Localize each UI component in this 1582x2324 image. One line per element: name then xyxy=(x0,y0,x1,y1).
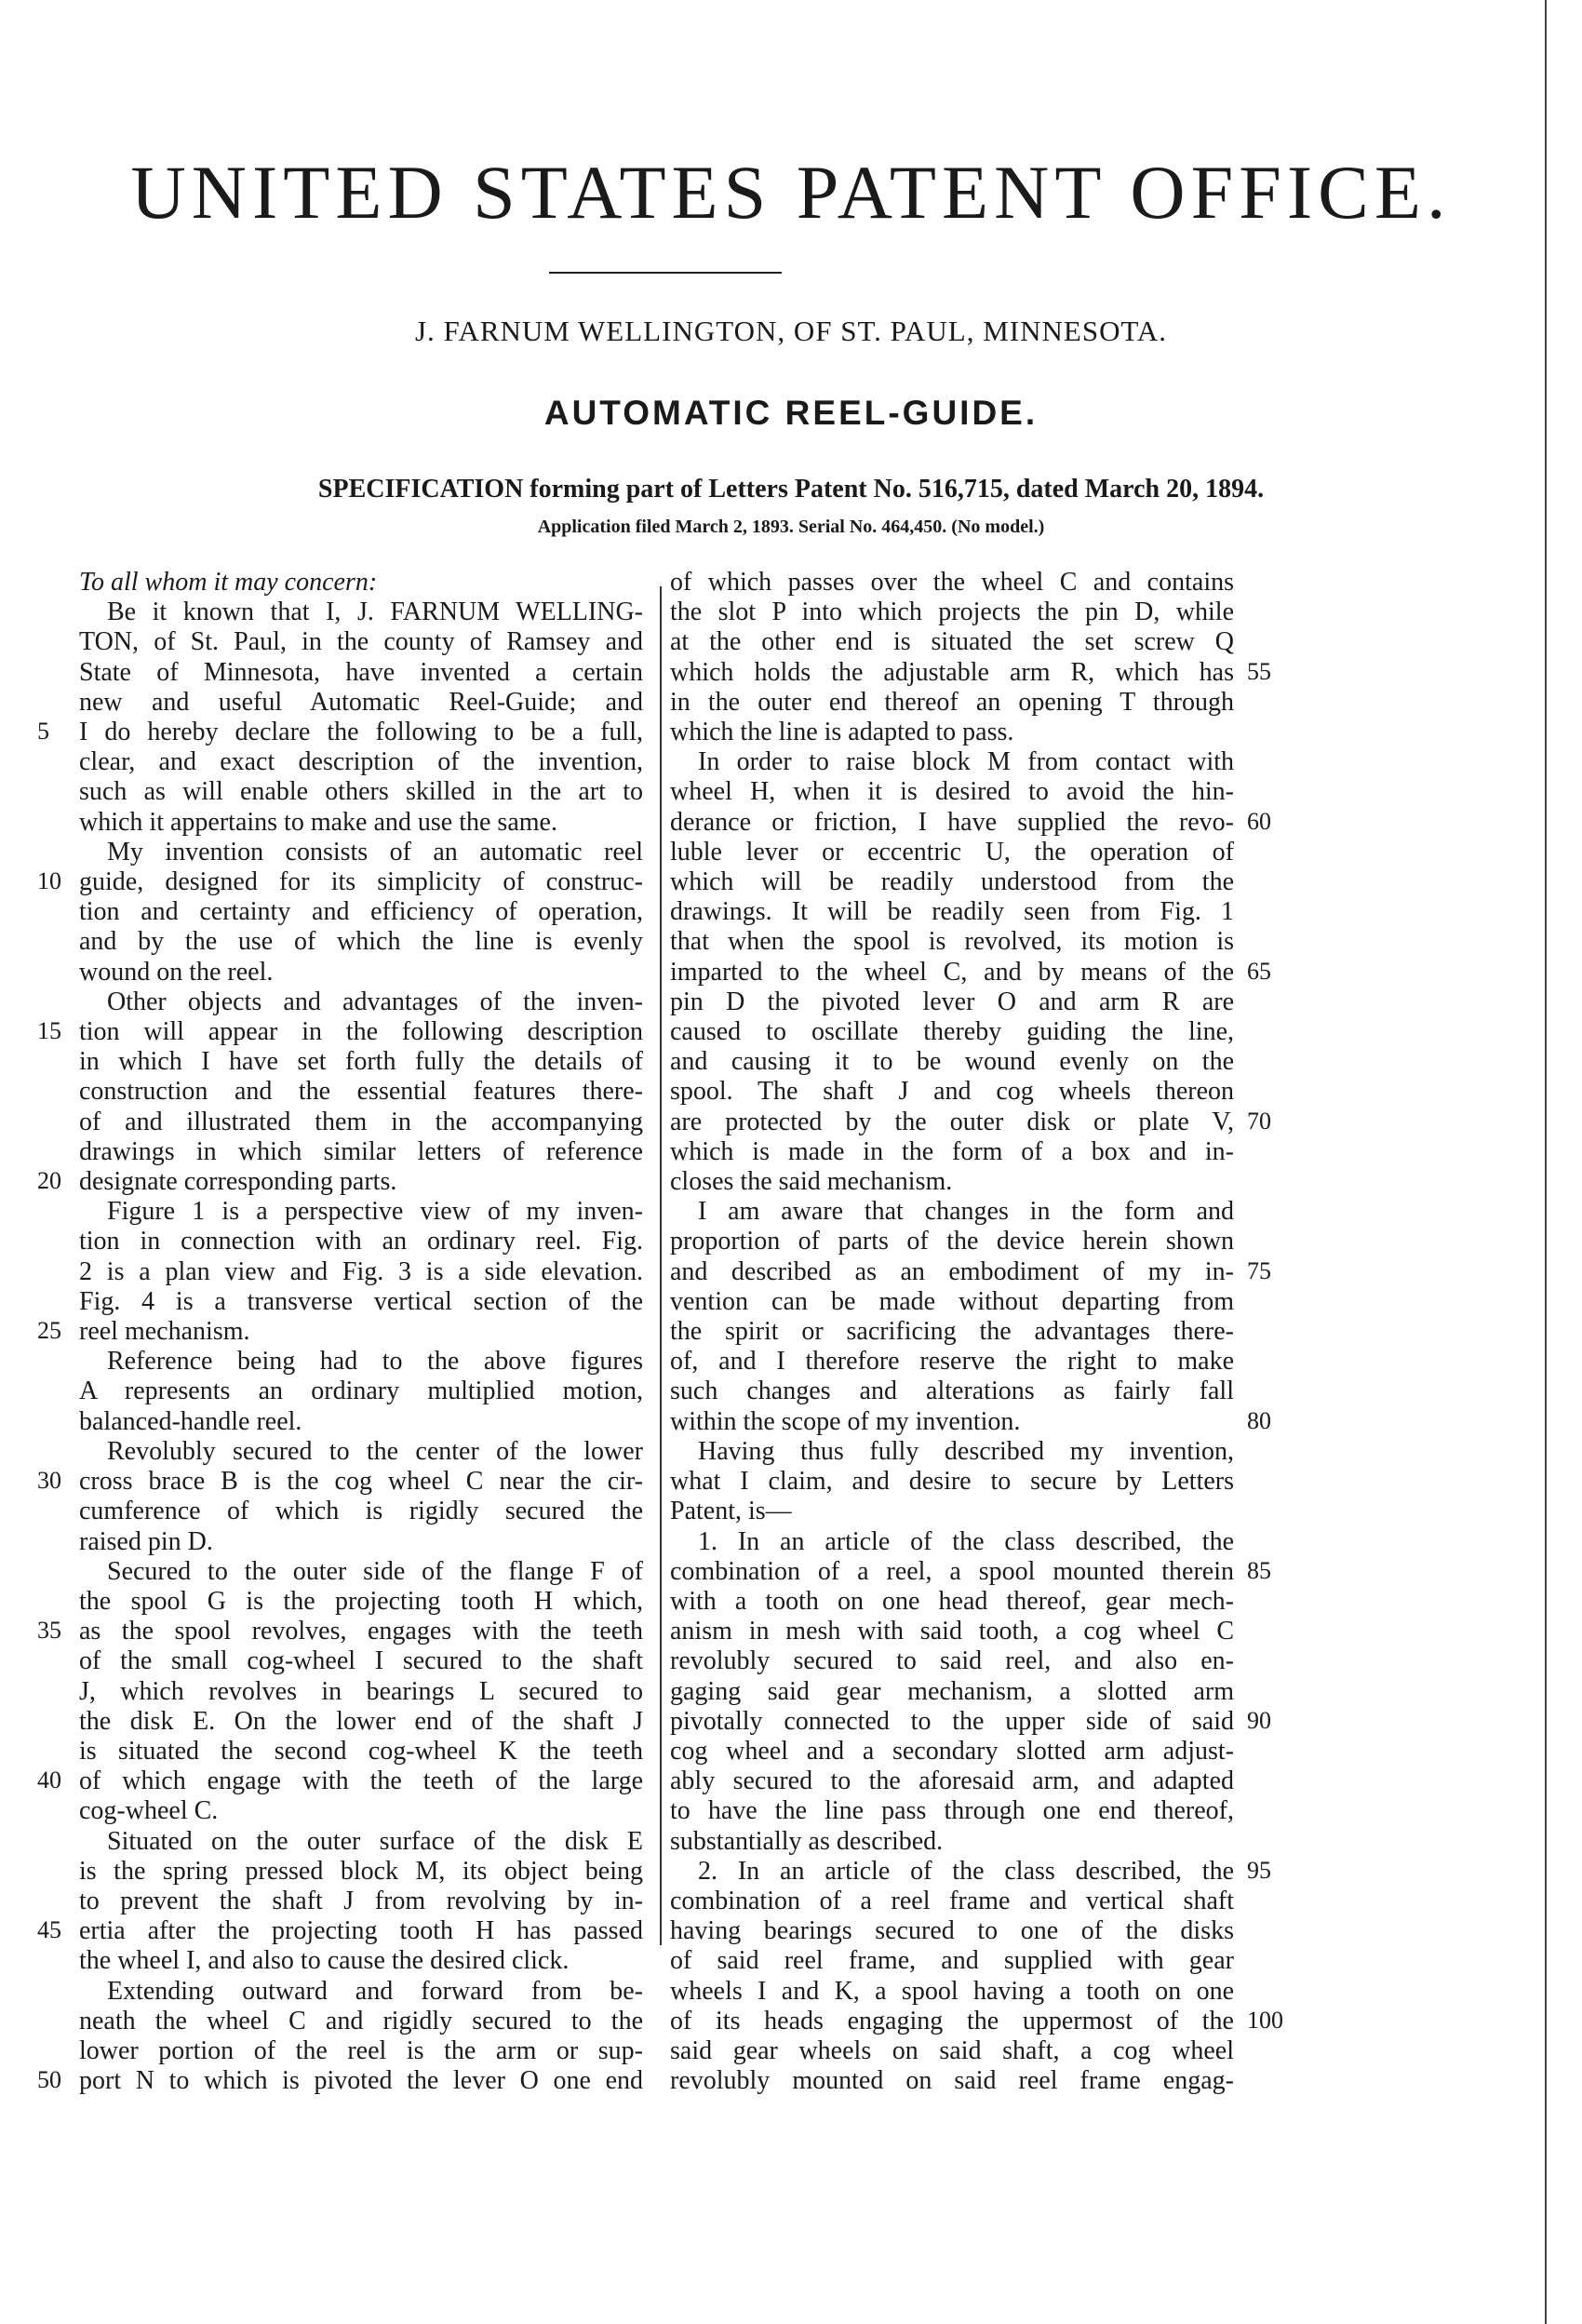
invention-title: AUTOMATIC REEL-GUIDE. xyxy=(543,394,1039,432)
line-number: 65 xyxy=(1247,957,1271,985)
column-divider xyxy=(660,586,662,1945)
text-line: designate corresponding parts. xyxy=(79,1167,397,1197)
text-line: To all whom it may concern: xyxy=(79,568,378,597)
text-line: balanced-handle reel. xyxy=(79,1406,302,1436)
text-line: guide, designed for its simplicity of construc- xyxy=(79,867,643,897)
right-column xyxy=(670,568,1234,2096)
text-line: with a tooth on one head thereof, gear mech- xyxy=(670,1586,1234,1616)
line-number: 100 xyxy=(1247,2006,1283,2034)
text-line: clear, and exact description of the invention, xyxy=(79,747,643,777)
line-number: 50 xyxy=(37,2066,61,2093)
text-line: Having thus fully described my invention, xyxy=(698,1436,1234,1466)
text-line: A represents an ordinary multiplied motion, xyxy=(79,1377,643,1406)
text-line: in which I have set forth fully the details of xyxy=(79,1047,643,1077)
text-line: Extending outward and forward from be- xyxy=(107,1976,643,2006)
text-line: ably secured to the aforesaid arm, and adapted xyxy=(670,1767,1234,1796)
line-number: 35 xyxy=(37,1617,61,1644)
line-number: 60 xyxy=(1247,807,1271,835)
text-line: cross brace B is the cog wheel C near the cir- xyxy=(79,1467,643,1497)
application-line: Application filed March 2, 1893. Serial No. 464,450. (No model.) xyxy=(537,517,1045,537)
line-number: 5 xyxy=(37,718,49,745)
text-line: vention can be made without departing from xyxy=(670,1286,1234,1316)
text-line: revolubly secured to said reel, and also en- xyxy=(670,1646,1234,1676)
text-line: Revolubly secured to the center of the lower xyxy=(107,1436,643,1466)
text-line: is situated the second cog-wheel K the teeth xyxy=(79,1736,643,1766)
text-line: such changes and alterations as fairly fall xyxy=(670,1377,1234,1406)
text-line: and described as an embodiment of my in- xyxy=(670,1256,1234,1286)
line-number: 25 xyxy=(37,1317,61,1344)
line-number: 80 xyxy=(1247,1406,1271,1434)
text-line: the wheel I, and also to cause the desired click. xyxy=(79,1946,570,1976)
text-line: the disk E. On the lower end of the shaft J xyxy=(79,1706,643,1736)
text-line: wound on the reel. xyxy=(79,957,274,987)
text-line: cog wheel and a secondary slotted arm adjust- xyxy=(670,1736,1234,1766)
line-number: 75 xyxy=(1247,1256,1271,1284)
text-line: proportion of parts of the device herein shown xyxy=(670,1227,1234,1256)
text-line: neath the wheel C and rigidly secured to the xyxy=(79,2006,643,2035)
text-line: gaging said gear mechanism, a slotted arm xyxy=(670,1676,1234,1706)
text-line: wheel H, when it is desired to avoid the hin- xyxy=(670,777,1234,807)
text-line: wheels I and K, a spool having a tooth on one xyxy=(670,1976,1234,2006)
text-line: I am aware that changes in the form and xyxy=(698,1197,1234,1227)
text-line: Other objects and advantages of the inven- xyxy=(107,987,643,1016)
text-line: pivotally connected to the upper side of said xyxy=(670,1706,1234,1736)
line-number: 10 xyxy=(37,867,61,894)
text-line: construction and the essential features there- xyxy=(79,1077,643,1107)
line-number: 85 xyxy=(1247,1556,1271,1584)
text-line: what I claim, and desire to secure by Letters xyxy=(670,1467,1234,1497)
text-line: substantially as described. xyxy=(670,1826,944,1856)
header-rule xyxy=(549,272,782,274)
text-line: within the scope of my invention. xyxy=(670,1406,1021,1436)
text-line: 1. In an article of the class described, the xyxy=(698,1526,1234,1556)
text-line: Situated on the outer surface of the disk E xyxy=(107,1826,643,1856)
text-line: cumference of which is rigidly secured the xyxy=(79,1497,643,1526)
text-line: ertia after the projecting tooth H has passed xyxy=(79,1916,643,1946)
text-line: pin D the pivoted lever O and arm R are xyxy=(670,987,1234,1016)
text-line: of its heads engaging the uppermost of the xyxy=(670,2006,1234,2035)
line-number: 70 xyxy=(1247,1107,1271,1135)
text-line: of, and I therefore reserve the right to make xyxy=(670,1347,1234,1377)
text-line: Figure 1 is a perspective view of my inven- xyxy=(107,1197,643,1227)
text-line: which it appertains to make and use the same. xyxy=(79,807,557,837)
line-number: 45 xyxy=(37,1916,61,1943)
specification-line: SPECIFICATION forming part of Letters Patent No. 516,715, dated March 20, 1894. xyxy=(317,475,1265,504)
text-line: the slot P into which projects the pin D, while xyxy=(670,598,1234,627)
text-line: as the spool revolves, engages with the teeth xyxy=(79,1617,643,1646)
text-line: 2. In an article of the class described, the xyxy=(698,1856,1234,1886)
text-line: caused to oscillate thereby guiding the line, xyxy=(670,1017,1234,1047)
text-line: of the small cog-wheel I secured to the shaft xyxy=(79,1646,643,1676)
text-line: tion will appear in the following description xyxy=(79,1017,643,1047)
patent-office-heading: UNITED STATES PATENT OFFICE. xyxy=(130,150,1452,235)
text-line: anism in mesh with said tooth, a cog wheel C xyxy=(670,1617,1234,1646)
text-line: revolubly mounted on said reel frame engag- xyxy=(670,2066,1234,2096)
text-line: Reference being had to the above figures xyxy=(107,1347,643,1377)
text-line: said gear wheels on said shaft, a cog wheel xyxy=(670,2035,1234,2065)
line-number: 95 xyxy=(1247,1856,1271,1884)
text-line: and by the use of which the line is evenly xyxy=(79,927,643,957)
text-line: TON, of St. Paul, in the county of Ramsey and xyxy=(79,627,643,657)
text-line: of and illustrated them in the accompanying xyxy=(79,1107,643,1136)
text-line: spool. The shaft J and cog wheels thereon xyxy=(670,1077,1234,1107)
text-line: 2 is a plan view and Fig. 3 is a side elevation. xyxy=(79,1256,643,1286)
text-line: are protected by the outer disk or plate V, xyxy=(670,1107,1234,1136)
text-line: of which passes over the wheel C and contains xyxy=(670,568,1234,597)
text-line: cog-wheel C. xyxy=(79,1796,219,1826)
text-line: to prevent the shaft J from revolving by in- xyxy=(79,1886,643,1915)
text-line: which will be readily understood from the xyxy=(670,867,1234,897)
text-line: combination of a reel frame and vertical shaft xyxy=(670,1886,1234,1915)
text-line: port N to which is pivoted the lever O one end xyxy=(79,2066,643,2096)
line-number: 40 xyxy=(37,1767,61,1793)
text-line: is the spring pressed block M, its object being xyxy=(79,1856,643,1886)
text-line: tion in connection with an ordinary reel. Fig. xyxy=(79,1227,643,1256)
text-line: drawings in which similar letters of reference xyxy=(79,1136,643,1166)
left-column xyxy=(79,568,643,2096)
text-line: Secured to the outer side of the flange F of xyxy=(107,1556,643,1586)
line-number: 30 xyxy=(37,1467,61,1494)
text-line: which the line is adapted to pass. xyxy=(670,718,1014,747)
text-line: luble lever or eccentric U, the operation of xyxy=(670,837,1234,866)
text-line: lower portion of the reel is the arm or sup- xyxy=(79,2035,643,2065)
text-line: at the other end is situated the set screw Q xyxy=(670,627,1234,657)
text-line: tion and certainty and efficiency of operation, xyxy=(79,897,643,927)
text-line: raised pin D. xyxy=(79,1526,213,1556)
text-line: new and useful Automatic Reel-Guide; and xyxy=(79,687,643,717)
line-number: 55 xyxy=(1247,657,1271,685)
line-number: 20 xyxy=(37,1167,61,1194)
text-line: the spirit or sacrificing the advantages there- xyxy=(670,1317,1234,1347)
text-line: State of Minnesota, have invented a certain xyxy=(79,657,643,687)
text-line: of said reel frame, and supplied with gear xyxy=(670,1946,1234,1976)
text-line: that when the spool is revolved, its motion is xyxy=(670,927,1234,957)
text-line: closes the said mechanism. xyxy=(670,1167,953,1197)
page-edge xyxy=(1545,0,1547,2324)
line-number: 15 xyxy=(37,1017,61,1044)
text-line: J, which revolves in bearings L secured to xyxy=(79,1676,643,1706)
text-line: combination of a reel, a spool mounted therein xyxy=(670,1556,1234,1586)
text-line: Patent, is— xyxy=(670,1497,792,1526)
text-line: reel mechanism. xyxy=(79,1317,250,1347)
text-line: which holds the adjustable arm R, which has xyxy=(670,657,1234,687)
text-line: in the outer end thereof an opening T through xyxy=(670,687,1234,717)
text-line: which is made in the form of a box and in- xyxy=(670,1136,1234,1166)
text-line: In order to raise block M from contact with xyxy=(698,747,1234,777)
text-line: such as will enable others skilled in the art to xyxy=(79,777,643,807)
text-line: My invention consists of an automatic reel xyxy=(107,837,643,866)
inventor-line: J. FARNUM WELLINGTON, OF ST. PAUL, MINNESOTA. xyxy=(414,315,1168,347)
text-line: Be it known that I, J. FARNUM WELLING- xyxy=(107,598,643,627)
text-line: of which engage with the teeth of the large xyxy=(79,1767,643,1796)
text-line: imparted to the wheel C, and by means of the xyxy=(670,957,1234,987)
text-line: and causing it to be wound evenly on the xyxy=(670,1047,1234,1077)
text-line: I do hereby declare the following to be a full, xyxy=(79,718,643,747)
text-line: derance or friction, I have supplied the revo- xyxy=(670,807,1234,837)
text-line: to have the line pass through one end thereof, xyxy=(670,1796,1234,1826)
text-line: the spool G is the projecting tooth H which, xyxy=(79,1586,643,1616)
text-line: having bearings secured to one of the disks xyxy=(670,1916,1234,1946)
text-line: drawings. It will be readily seen from Fig. 1 xyxy=(670,897,1234,927)
text-line: Fig. 4 is a transverse vertical section of the xyxy=(79,1286,643,1316)
line-number: 90 xyxy=(1247,1706,1271,1734)
